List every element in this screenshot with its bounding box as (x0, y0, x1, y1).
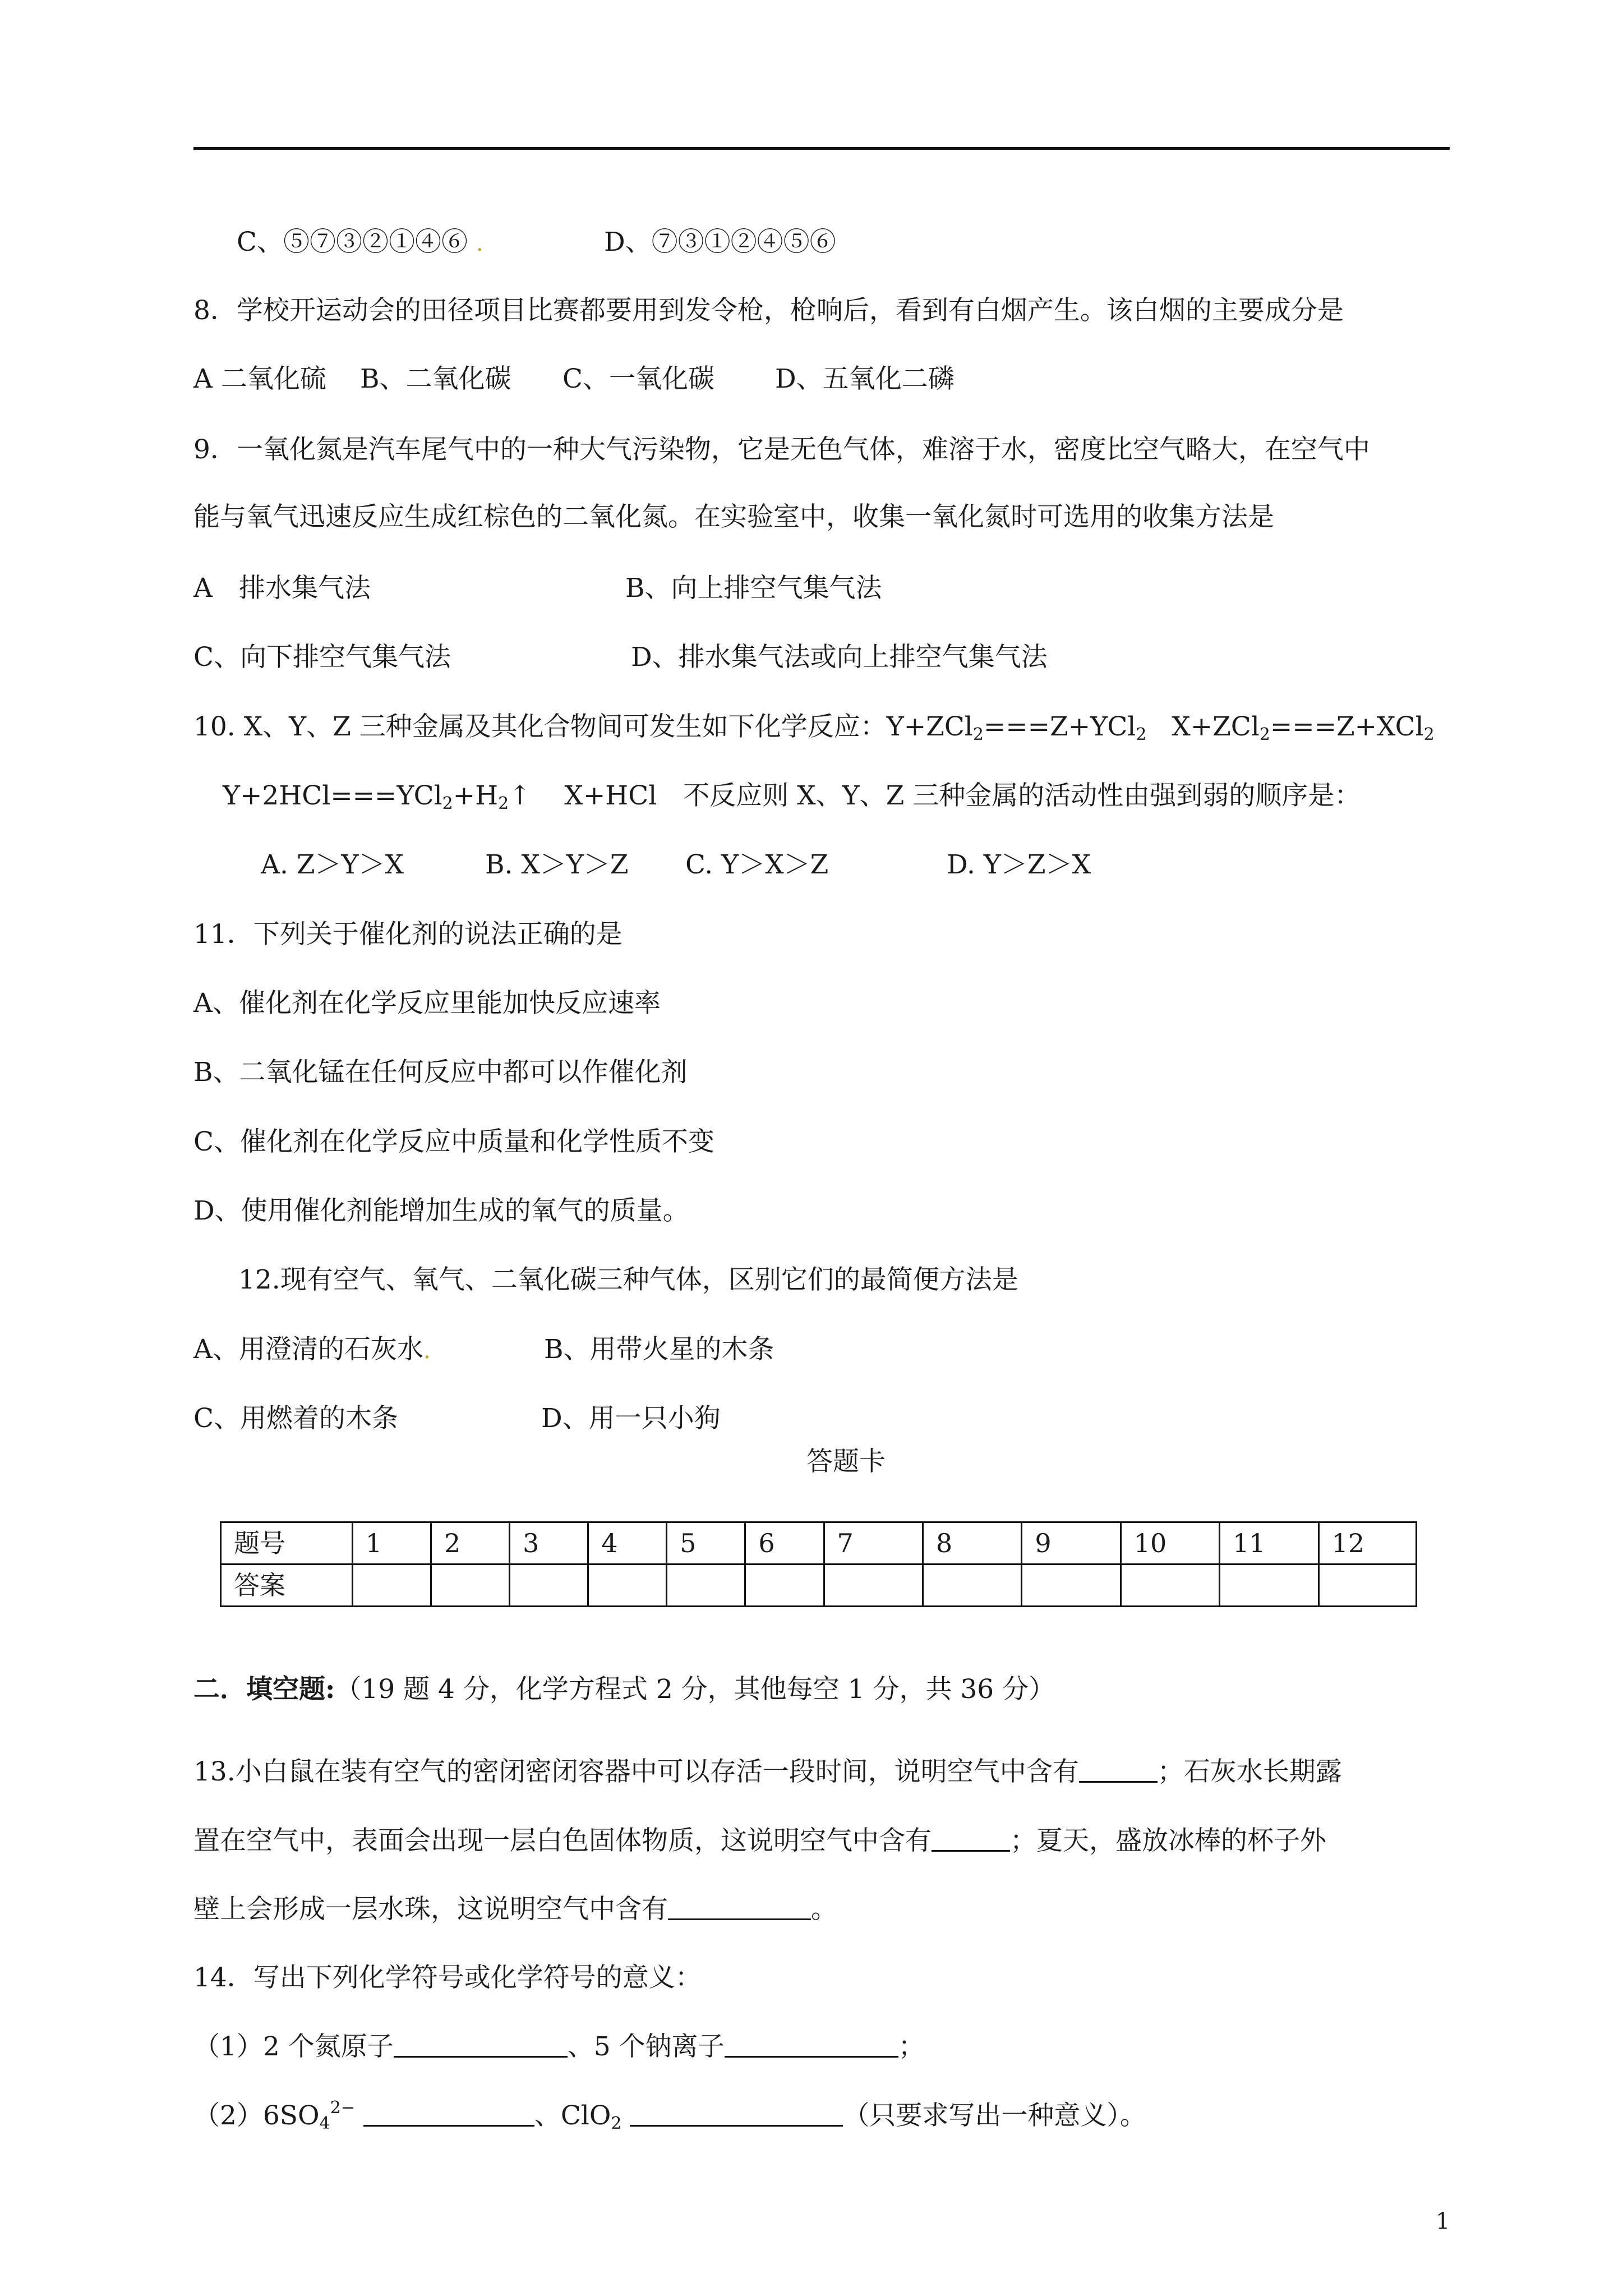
q12-option-a: A、用澄清的石灰水. (193, 1334, 431, 1365)
answer-blank[interactable] (394, 2033, 568, 2058)
q9-option-c: C、向下排空气集气法 (193, 642, 451, 673)
answer-cell[interactable] (588, 1565, 667, 1607)
q8-stem: 8．学校开运动会的田径项目比赛都要用到发令枪，枪响后，看到有白烟产生。该白烟的主要成分是 (193, 295, 1344, 326)
q9-stem-line1: 9．一氧化氮是汽车尾气中的一种大气污染物，它是无色气体，难溶于水，密度比空气略大，在空气中 (193, 434, 1370, 465)
question-number-cell: 6 (745, 1522, 824, 1565)
q10-option-a: A. Z＞Y＞X (261, 849, 404, 880)
answer-cell[interactable] (1318, 1565, 1416, 1607)
q10-option-d: D. Y＞Z＞X (947, 849, 1091, 880)
q10-stem-line2: $Y+2HCl===YCl_2+H_2↑$ X+HCl 不反应则 X、Y、Z 三种金属的活动性由强到弱的顺序是： (223, 780, 1361, 813)
q8-option-b: B、二氧化碳 (360, 364, 511, 394)
answer-blank[interactable] (932, 1828, 1010, 1852)
q11-option-c: C、催化剂在化学反应中质量和化学性质不变 (193, 1126, 714, 1157)
answer-cell[interactable] (510, 1565, 588, 1607)
row-label-number: 题号 (221, 1522, 353, 1565)
q7-option-d: D、⑦③①②④⑤⑥ (604, 227, 836, 257)
answer-blank[interactable] (725, 2033, 898, 2058)
answer-cell[interactable] (1022, 1565, 1121, 1607)
question-number-cell: 4 (588, 1522, 667, 1565)
q10-option-c: C. Y＞X＞Z (685, 849, 829, 880)
question-number-cell: 3 (510, 1522, 588, 1565)
q13-line2: 置在空气中，表面会出现一层白色固体物质，这说明空气中含有 ；夏天，盛放冰棒的杯子外 (193, 1825, 1326, 1856)
answer-cell[interactable] (431, 1565, 509, 1607)
answer-cell[interactable] (1220, 1565, 1318, 1607)
section2-heading (193, 1676, 1055, 1703)
q14-part1: （1）2 个氮原子 、5 个钠离子 ； (193, 2031, 925, 2062)
header-rule (193, 147, 1450, 150)
page-number: 1 (1436, 2208, 1450, 2234)
section2-note: （19 题 4 分，化学方程式 2 分，其他每空 1 分，共 36 分） (335, 1674, 1055, 1705)
dot-mark: . (423, 1338, 431, 1364)
q12-option-c: C、用燃着的木条 (193, 1403, 398, 1434)
q9-stem-line2: 能与氧气迅速反应生成红棕色的二氧化氮。在实验室中，收集一氧化氮时可选用的收集方法是 (193, 501, 1274, 532)
question-number-cell: 1 (352, 1522, 431, 1565)
answer-cell[interactable] (667, 1565, 745, 1607)
q11-option-a: A、催化剂在化学反应里能加快反应速率 (193, 988, 661, 1019)
q9-option-d: D、排水集气法或向上排空气集气法 (631, 642, 1048, 673)
q12-option-d: D、用一只小狗 (541, 1403, 721, 1434)
question-number-cell: 8 (923, 1522, 1021, 1565)
section2-title: 二．填空题: (193, 1674, 335, 1705)
answer-card-title: 答题卡 (806, 1446, 886, 1477)
q13-line3: 壁上会形成一层水珠，这说明空气中含有 。 (193, 1894, 837, 1925)
answer-cell[interactable] (352, 1565, 431, 1607)
answer-cell[interactable] (923, 1565, 1021, 1607)
q10-stem-line1: 10. X、Y、Z 三种金属及其化合物间可发生如下化学反应：Y+ZCl$_2$===Z+YCl$_2$ X+ZCl$_2$===Z+XCl$_2$ (193, 711, 1435, 744)
q13-line1: 13.小白鼠在装有空气的密闭密闭容器中可以存活一段时间，说明空气中含有 ；石灰水长期露 (193, 1756, 1342, 1787)
question-number-cell: 7 (824, 1522, 923, 1565)
answer-cell[interactable] (824, 1565, 923, 1607)
answer-blank[interactable] (630, 2102, 843, 2127)
question-number-cell: 2 (431, 1522, 509, 1565)
question-number-cell: 5 (667, 1522, 745, 1565)
question-number-cell: 11 (1220, 1522, 1318, 1565)
question-number-cell: 12 (1318, 1522, 1416, 1565)
q11-option-b: B、二氧化锰在任何反应中都可以作催化剂 (193, 1057, 688, 1088)
q11-stem: 11．下列关于催化剂的说法正确的是 (193, 919, 623, 950)
q8-option-d: D、五氧化二磷 (775, 364, 955, 394)
answer-cell[interactable] (1121, 1565, 1219, 1607)
q14-part2: $(2)6SO_4^{2-}$ 、ClO$_2$ （只要求写出一种意义）。 (193, 2098, 1146, 2133)
answer-card-table (220, 1521, 1417, 1607)
q11-option-d: D、使用催化剂能增加生成的氧气的质量。 (193, 1195, 689, 1226)
row-label-answer: 答案 (221, 1565, 353, 1607)
question-number-cell: 10 (1121, 1522, 1219, 1565)
answer-cell[interactable] (745, 1565, 824, 1607)
question-number-cell: 9 (1022, 1522, 1121, 1565)
table-row (221, 1565, 1417, 1607)
q12-option-b: B、用带火星的木条 (544, 1334, 774, 1365)
q8-option-c: C、一氧化碳 (562, 364, 714, 394)
q7-option-c: C、⑤⑦③②①④⑥ . (237, 227, 483, 257)
q8-option-a: A 二氧化硫 (193, 364, 326, 394)
q9-option-b: B、向上排空气集气法 (625, 573, 882, 604)
q12-stem: 12.现有空气、氧气、二氧化碳三种气体，区别它们的最简便方法是 (238, 1264, 1018, 1295)
table-row (221, 1522, 1417, 1565)
q9-option-a: A 排水集气法 (193, 573, 371, 604)
answer-blank[interactable] (1079, 1759, 1158, 1783)
q10-option-b: B. X＞Y＞Z (485, 849, 629, 880)
answer-blank[interactable] (668, 1896, 811, 1920)
q14-stem: 14．写出下列化学符号或化学符号的意义： (193, 1962, 702, 1993)
answer-blank[interactable] (363, 2102, 534, 2127)
dot-mark: . (476, 231, 483, 256)
